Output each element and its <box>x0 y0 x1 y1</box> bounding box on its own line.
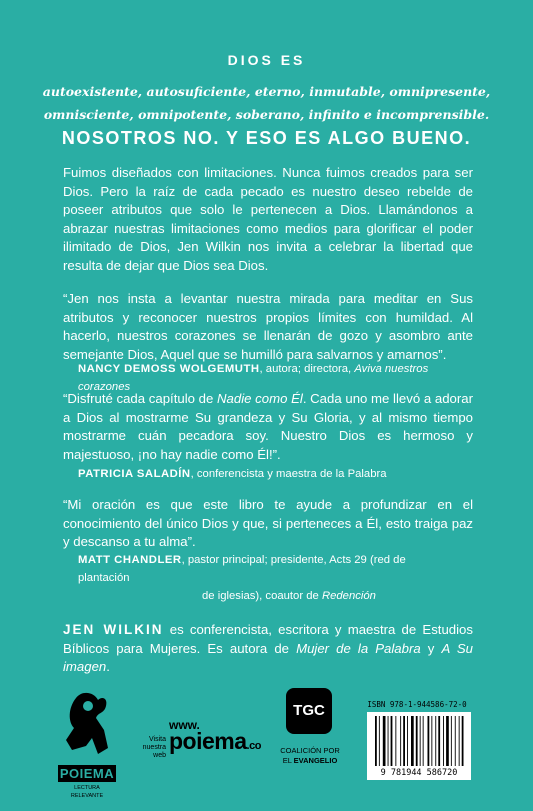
author-bio-post: . <box>106 659 110 675</box>
website-url-prefix: www. <box>169 718 200 732</box>
quote-3-role-line-2 <box>78 587 428 605</box>
quote-3-attribution <box>78 551 428 605</box>
website-url[interactable] <box>169 728 261 755</box>
attributes-line-2: omnisciente, omnipotente, soberano, infinito e incomprensible. <box>43 107 490 122</box>
barcode-digits: 9 781944 586720 <box>380 768 458 778</box>
quote-2-text-pre: “Disfruté cada capítulo de <box>63 391 218 406</box>
heading-nosotros-no: NOSOTROS NO. Y ESO ES ALGO BUENO. <box>61 128 472 148</box>
website-url-main: poiema <box>169 728 247 754</box>
isbn-label: ISBN 978-1-944586-72-0 <box>367 700 467 709</box>
tgc-line-1: COALICIÓN POR <box>280 746 340 755</box>
quote-2 <box>63 390 473 464</box>
author-bio-pre: es conferencista, escritora y maestra de Estudios Bíblicos para Mujeres. Es autora de <box>63 622 473 656</box>
website-url-suffix: .co <box>246 740 261 752</box>
quote-3-role-line-1: , pastor principal; presidente, Acts 29 (red de plantación <box>78 554 406 584</box>
quote-1: “Jen nos insta a levantar nuestra mirada para meditar en Sus atributos y reconocer nuestros propios límites con humildad. Al hacerlo, nuestros corazones se llenarán de gozo y asombro ante semejante Dios, Aquel que se humilló para salvarnos y amarnos”. <box>63 291 473 362</box>
quote-2-attribution <box>78 465 473 483</box>
intro-paragraph: Fuimos diseñados con limitaciones. Nunca fuimos creados para ser Dios. Pero la raíz de cada pecado es nuestro deseo rebelde de poseer atributos que solo le pertenecen a Dios. Llamándonos a abrazar nuestras limitaciones como medios para glorificar el poder ilimitado de Dios, Jen Wilkin nos invita a celebrar la libertad que resulta de dejar que Dios sea Dios. <box>63 165 473 273</box>
quote-1-role: , autora; directora, <box>259 363 355 375</box>
website-label-line-1: Visita <box>149 736 166 743</box>
quote-3-work: Redención <box>321 590 376 602</box>
quote-2-text-post: . Cada uno me llevó a adorar a Dios al mostrarme Su grandeza y Su Gloria, y al mismo tiempo mostrarme cuán pecadora soy. Nuestro Dios es hermoso y majestuoso, ¡no hay nadie como Él!”. <box>63 391 473 462</box>
quote-3-name: MATT CHANDLER <box>78 554 182 566</box>
website-label <box>136 736 166 760</box>
attributes-line-1: autoexistente, autosuficiente, eterno, inmutable, omnipresente, <box>42 84 491 99</box>
website-block <box>136 718 261 768</box>
quote-1-work: Aviva nuestros corazones <box>78 363 429 393</box>
quote-2-work: Nadie como Él <box>217 391 303 406</box>
author-name: JEN WILKIN <box>63 622 164 637</box>
poiema-logo <box>58 688 116 798</box>
barcode-background <box>367 712 471 780</box>
quote-2-name: PATRICIA SALADÍN <box>78 468 191 480</box>
tgc-line-2-bold: EVANGELIO <box>293 756 338 765</box>
author-book-2: A Su imagen <box>63 640 474 675</box>
tgc-mark: TGC <box>286 688 332 734</box>
tgc-text <box>278 746 342 766</box>
author-bio <box>63 621 473 677</box>
quote-2-role: , conferencista y maestra de la Palabra <box>190 468 387 480</box>
poiema-brand: POIEMA <box>59 766 115 781</box>
quote-1-name: NANCY DEMOSS WOLGEMUTH <box>78 363 260 375</box>
tgc-line-2-pre: EL <box>282 756 294 765</box>
author-book-1: Mujer de la Palabra <box>296 640 421 656</box>
website-label-line-2: nuestra web <box>142 744 166 759</box>
poiema-tagline: LECTURA RELEVANTE <box>70 785 104 799</box>
author-bio-mid: y <box>420 640 442 656</box>
quote-3-role-line-2-text: de iglesias), coautor de <box>202 590 322 602</box>
isbn-barcode <box>361 700 473 794</box>
tgc-line-2 <box>278 756 342 766</box>
quote-3: “Mi oración es que este libro te ayude a profundizar en el conocimiento del único Dios y que, si perteneces a Él, esto traiga paz y descanso a tu alma”. <box>63 497 473 550</box>
poiema-figure-icon <box>58 688 116 760</box>
barcode-icon <box>367 712 471 768</box>
heading-dios-es: DIOS ES <box>227 52 306 68</box>
tgc-logo <box>278 684 342 792</box>
